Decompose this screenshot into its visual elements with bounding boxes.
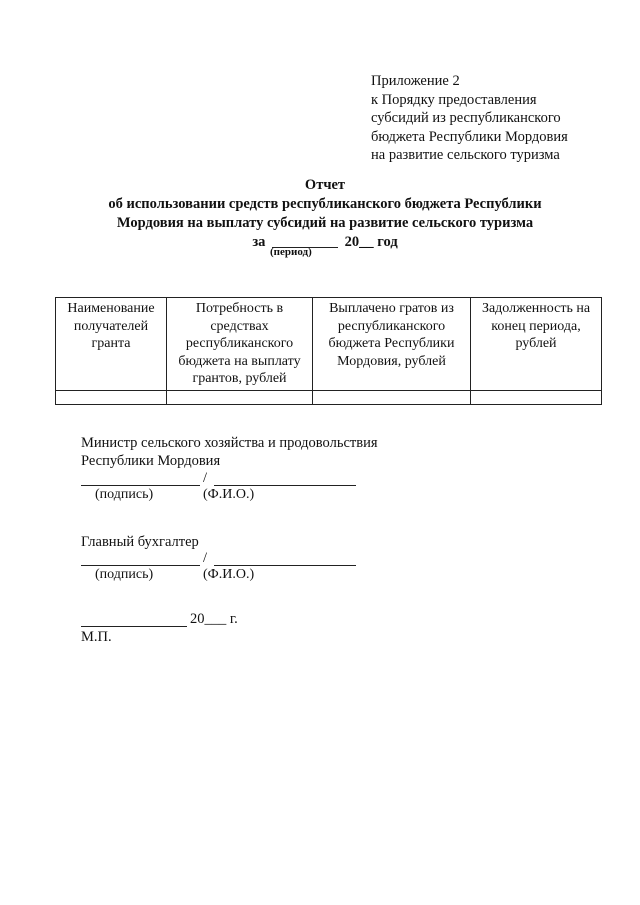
minister-name-label: (Ф.И.О.) <box>203 487 255 502</box>
minister-signature-line[interactable] <box>81 485 200 486</box>
minister-sign-label: (подпись) <box>95 487 154 502</box>
title-line-1: об использовании средств республиканского бюджета Республики <box>108 196 542 212</box>
appendix-line: к Порядку предоставления <box>371 91 537 108</box>
date-year: 20___ г. <box>190 611 238 627</box>
table-cell[interactable] <box>167 390 313 404</box>
accountant-name-line[interactable] <box>214 565 356 566</box>
stamp-label: М.П. <box>81 629 112 645</box>
period-year: 20__ год <box>344 234 398 250</box>
appendix-note <box>371 72 621 165</box>
header-debt: Задолженность на конец периода, рублей <box>471 298 602 391</box>
accountant-sign-label: (подпись) <box>95 567 154 582</box>
table-cell[interactable] <box>313 390 471 404</box>
minister-title-2: Республики Мордовия <box>81 453 221 469</box>
table-cell[interactable] <box>56 390 167 404</box>
report-title <box>60 176 590 250</box>
header-need: Потребность в средствах республиканского бюджета на выплату грантов, рублей <box>167 298 313 391</box>
report-table <box>55 297 602 405</box>
table-row <box>56 390 602 404</box>
title-line-2: Мордовия на выплату субсидий на развитие сельского туризма <box>116 215 534 231</box>
header-recipients: Наименование получателей гранта <box>56 298 167 391</box>
accountant-signature-line[interactable] <box>81 565 200 566</box>
minister-title-1: Министр сельского хозяйства и продовольствия <box>81 435 378 451</box>
period-note: (период) <box>270 246 312 258</box>
period-line <box>60 233 590 252</box>
title-heading: Отчет <box>304 177 346 193</box>
appendix-line: Приложение 2 <box>371 73 460 89</box>
accountant-title: Главный бухгалтер <box>81 534 199 550</box>
period-prefix: за <box>252 234 266 250</box>
accountant-name-label: (Ф.И.О.) <box>203 567 255 582</box>
appendix-line: субсидий из республиканского <box>371 110 561 126</box>
appendix-line: на развитие сельского туризма <box>371 147 560 163</box>
date-line[interactable] <box>81 626 187 627</box>
table-cell[interactable] <box>471 390 602 404</box>
appendix-line: бюджета Республики Мордовия <box>371 128 568 145</box>
minister-slash: / <box>203 470 208 486</box>
table-header-row <box>56 298 602 391</box>
minister-name-line[interactable] <box>214 485 356 486</box>
accountant-slash: / <box>203 550 208 566</box>
header-paid: Выплачено гратов из республиканского бюджета Республики Мордовия, рублей <box>313 298 471 391</box>
